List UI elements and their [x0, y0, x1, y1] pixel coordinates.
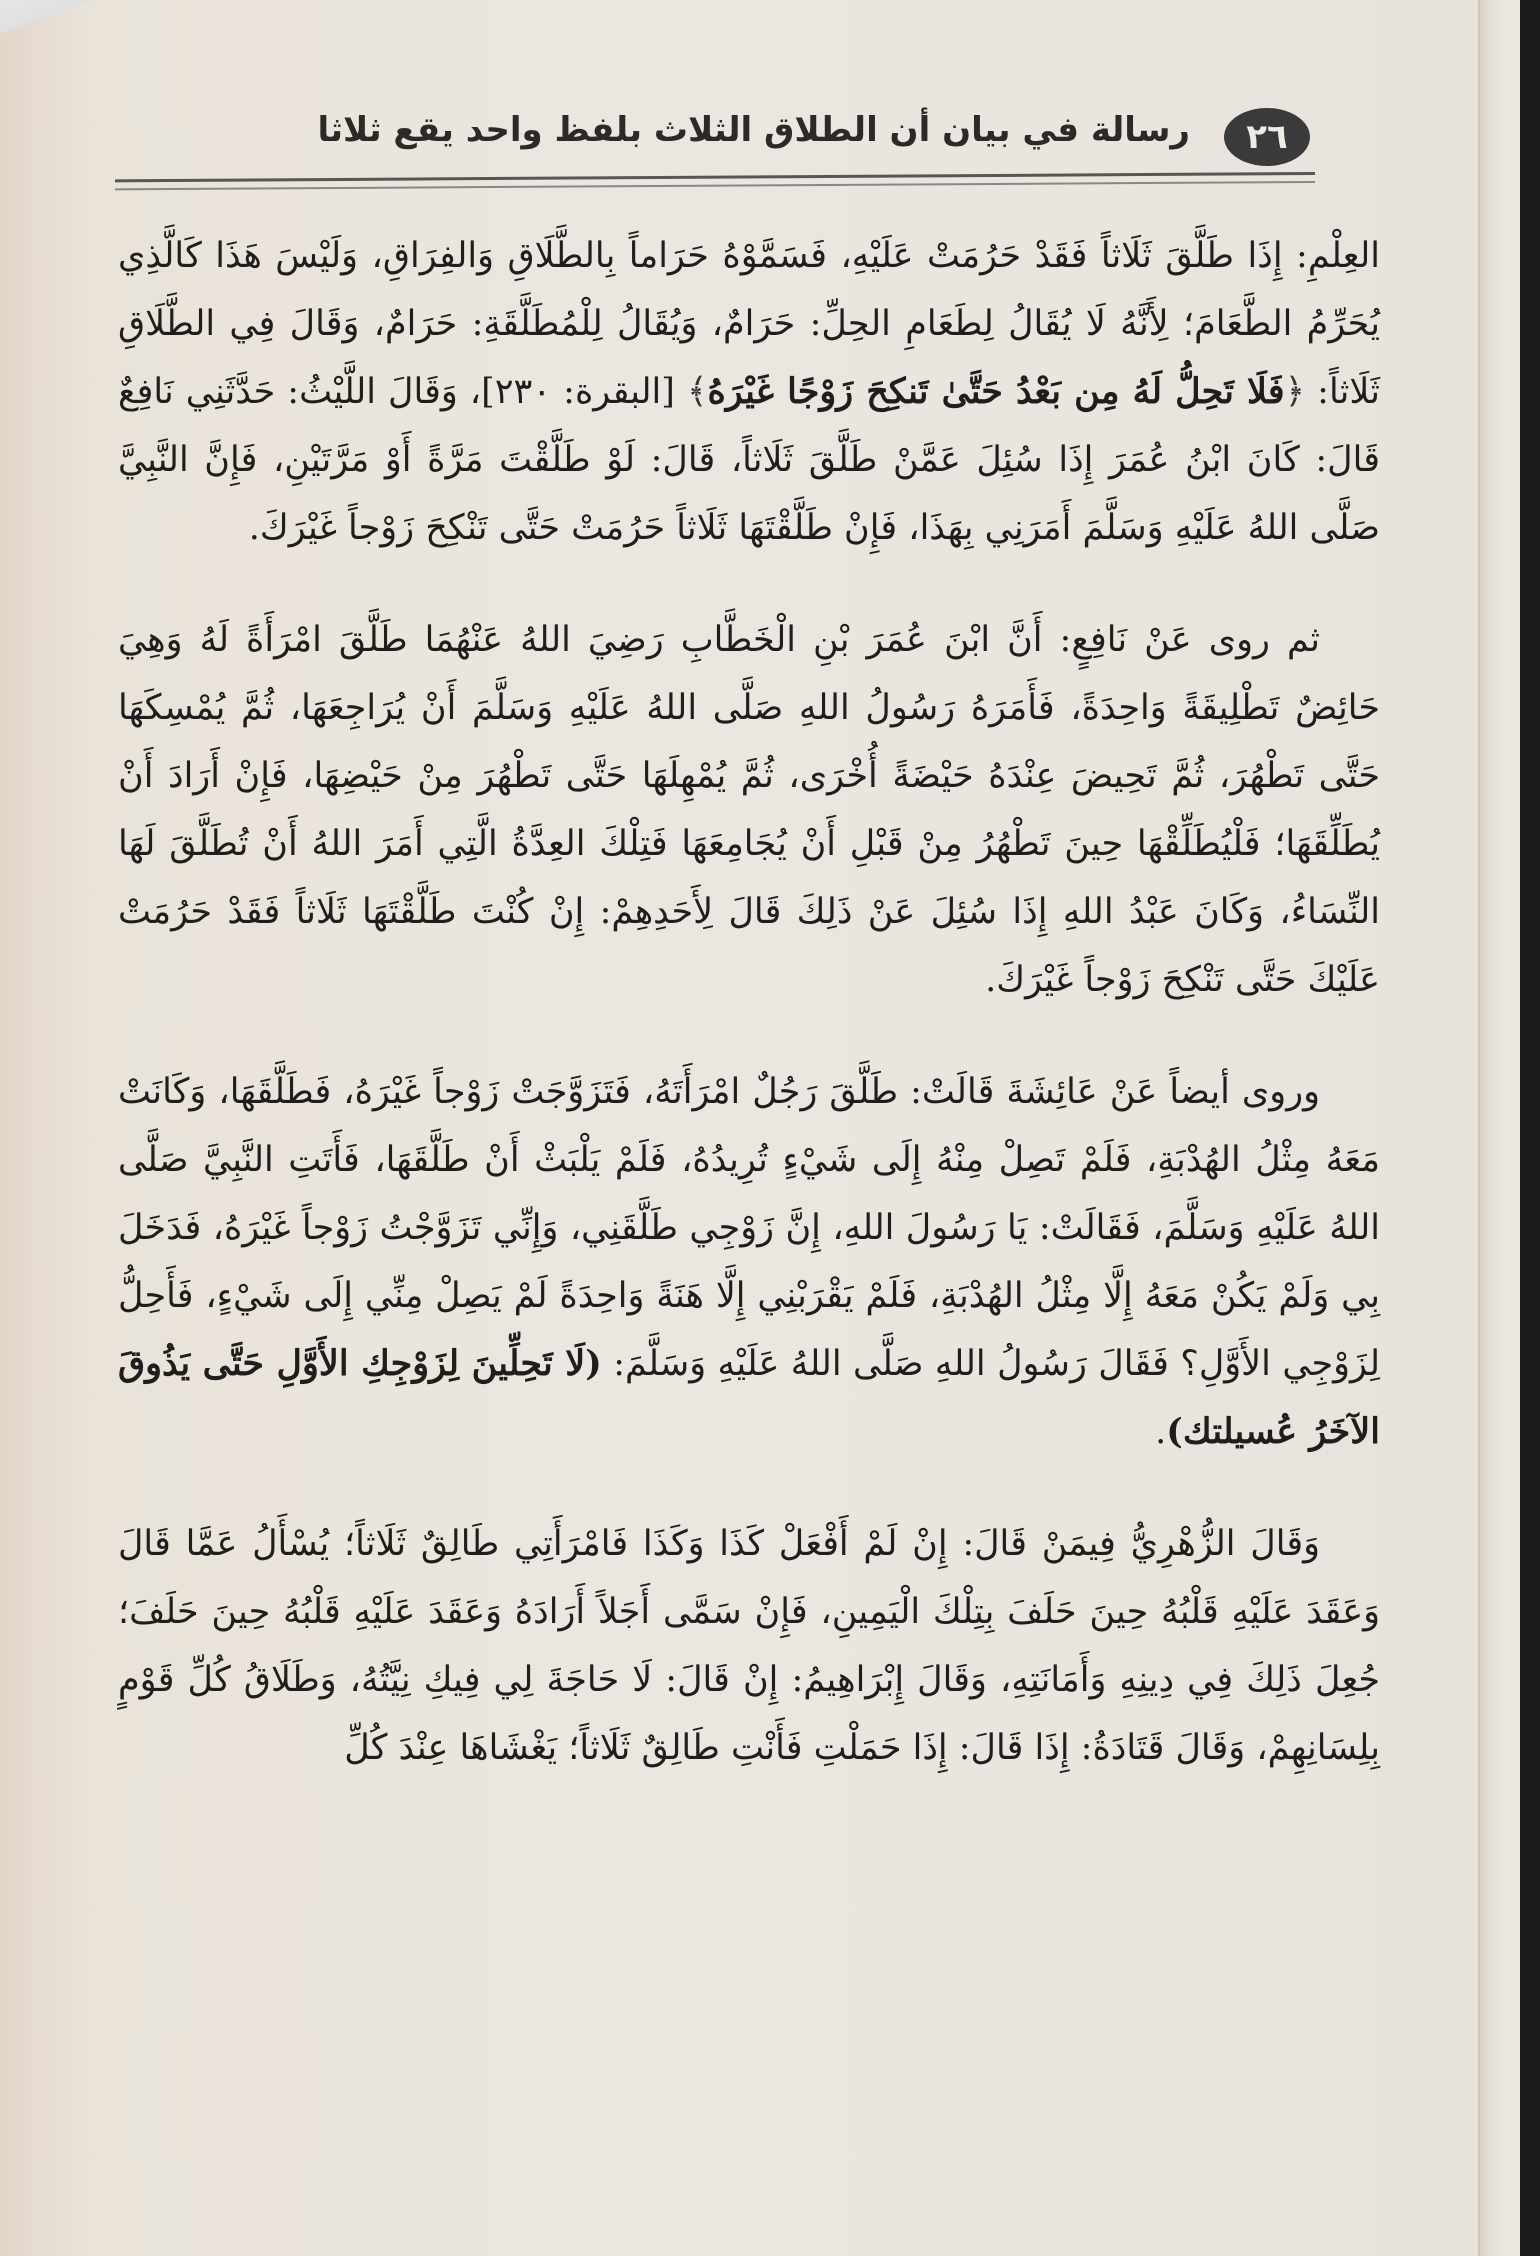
paragraph-text: .: [1155, 1412, 1167, 1452]
quran-verse-text: فَلَا تَحِلُّ لَهُ مِن بَعْدُ حَتَّىٰ تَنكِحَ زَوْجًا غَيْرَهُ: [707, 371, 1285, 412]
paragraph-2: ثم روى عَنْ نَافِعٍ: أَنَّ ابْنَ عُمَرَ بْنِ الْخَطَّابِ رَضِيَ اللهُ عَنْهُمَا طَلَّقَ امْرَأَةً لَهُ وَهِيَ حَائِضٌ تَطْلِيقَةً وَاحِدَةً، فَأَمَرَهُ رَسُولُ اللهِ صَلَّى اللهُ عَلَيْهِ وَسَلَّمَ أَنْ يُرَاجِعَهَا، ثُمَّ يُمْسِكَهَا حَتَّى تَطْهُرَ، ثُمَّ تَحِيضَ عِنْدَهُ حَيْضَةً أُخْرَى، ثُمَّ يُمْهِلَهَا حَتَّى تَطْهُرَ مِنْ حَيْضِهَا، فَإِنْ أَرَادَ أَنْ يُطَلِّقَهَا؛ فَلْيُطَلِّقْهَا حِينَ تَطْهُرُ مِنْ قَبْلِ أَنْ يُجَامِعَهَا فَتِلْكَ العِدَّةُ الَّتِي أَمَرَ اللهُ أَنْ تُطَلَّقَ لَهَا النِّسَاءُ، وَكَانَ عَبْدُ اللهِ إِذَا سُئِلَ عَنْ ذَلِكَ قَالَ لِأَحَدِهِمْ: إِنْ كُنْتَ طَلَّقْتَهَا ثَلَاثاً فَقَدْ حَرُمَتْ عَلَيْكَ حَتَّى تَنْكِحَ زَوْجاً غَيْرَكَ.: [118, 620, 1380, 1000]
paragraph-4: وَقَالَ الزُّهْرِيُّ فِيمَنْ قَالَ: إِنْ لَمْ أَفْعَلْ كَذَا وَكَذَا فَامْرَأَتِي طَالِقٌ ثَلَاثاً؛ يُسْأَلُ عَمَّا قَالَ وَعَقَدَ عَلَيْهِ قَلْبُهُ حِينَ حَلَفَ بِتِلْكَ الْيَمِينِ، فَإِنْ سَمَّى أَجَلاً أَرَادَهُ وَعَقَدَ عَلَيْهِ قَلْبُهُ حِينَ حَلَفَ؛ جُعِلَ ذَلِكَ فِي دِينِهِ وَأَمَانَتِهِ، وَقَالَ إِبْرَاهِيمُ: إِنْ قَالَ: لَا حَاجَةَ لِي فِيكِ نِيَّتُهُ، وَطَلَاقُ كُلِّ قَوْمٍ بِلِسَانِهِمْ، وَقَالَ قَتَادَةُ: إِذَا قَالَ: إِذَا حَمَلْتِ فَأَنْتِ طَالِقٌ ثَلَاثاً؛ يَغْشَاهَا عِنْدَ كُلِّ: [118, 1524, 1380, 1768]
paragraph-3: [118, 1058, 1380, 1466]
paragraph-text: ، وَقَالَ اللَّيْثُ: حَدَّثَنِي نَافِعٌ قَالَ: كَانَ ابْنُ عُمَرَ إِذَا سُئِلَ عَمَّنْ طَلَّقَ ثَلَاثاً، قَالَ: لَوْ طَلَّقْتَ مَرَّةً أَوْ مَرَّتَيْنِ، فَإِنَّ النَّبِيَّ صَلَّى اللهُ عَلَيْهِ وَسَلَّمَ أَمَرَنِي بِهَذَا، فَإِنْ طَلَّقْتَهَا ثَلَاثاً حَرُمَتْ حَتَّى تَنْكِحَ زَوْجاً غَيْرَكَ.: [118, 372, 1380, 548]
hadith-quote: (لَا تَحِلِّينَ لِزَوْجِكِ الأَوَّلِ حَتَّى يَذُوقَ الآخَرُ عُسيلتك): [118, 1343, 1380, 1452]
paragraph-text: العِلْمِ: إِذَا طَلَّقَ ثَلَاثاً فَقَدْ حَرُمَتْ عَلَيْهِ، فَسَمَّوْهُ حَرَاماً بِالطَّلَاقِ وَالفِرَاقِ، وَلَيْسَ هَذَا كَالَّذِي يُحَرِّمُ الطَّعَامَ؛ لِأَنَّهُ لَا يُقَالُ لِطَعَامِ الحِلِّ: حَرَامٌ، وَيُقَالُ لِلْمُطَلَّقَةِ: حَرَامٌ، وَقَالَ فِي الطَّلَاقِ ثَلَاثاً:: [118, 236, 1381, 412]
book-shadow: [1520, 0, 1540, 2256]
page-body: [118, 222, 1380, 1782]
verse-reference: [البقرة: ٢٣٠]: [481, 372, 687, 412]
running-title: رسالة في بيان أن الطلاق الثلاث بلفظ واحد يقع ثلاثا: [317, 110, 1190, 150]
paragraph-text: وروى أيضاً عَنْ عَائِشَةَ قَالَتْ: طَلَّقَ رَجُلٌ امْرَأَتَهُ، فَتَزَوَّجَتْ زَوْجاً غَيْرَهُ، فَطَلَّقَهَا، وَكَانَتْ مَعَهُ مِثْلُ الهُدْبَةِ، فَلَمْ تَصِلْ مِنْهُ إِلَى شَيْءٍ تُرِيدُهُ، فَلَمْ يَلْبَثْ أَنْ طَلَّقَهَا، فَأَتَتِ النَّبِيَّ صَلَّى اللهُ عَلَيْهِ وَسَلَّمَ، فَقَالَتْ: يَا رَسُولَ اللهِ، إِنَّ زَوْجِي طَلَّقَنِي، وَإِنِّي تَزَوَّجْتُ زَوْجاً غَيْرَهُ، فَدَخَلَ بِي وَلَمْ يَكُنْ مَعَهُ إِلَّا مِثْلُ الهُدْبَةِ، فَلَمْ يَقْرَبْنِي إِلَّا هَنَةً وَاحِدَةً لَمْ يَصِلْ مِنِّي إِلَى شَيْءٍ، فَأَحِلُّ لِزَوْجِي الأَوَّلِ؟ فَقَالَ رَسُولُ اللهِ صَلَّى اللهُ عَلَيْهِ وَسَلَّمَ:: [118, 1072, 1381, 1384]
quran-ornament-open: ﴿: [1284, 372, 1306, 412]
quran-ornament-close: ﴾: [686, 372, 708, 412]
paragraph-1: [118, 222, 1380, 562]
quran-verse: [687, 371, 1305, 412]
page-number-badge: ٢٦: [1224, 108, 1310, 166]
